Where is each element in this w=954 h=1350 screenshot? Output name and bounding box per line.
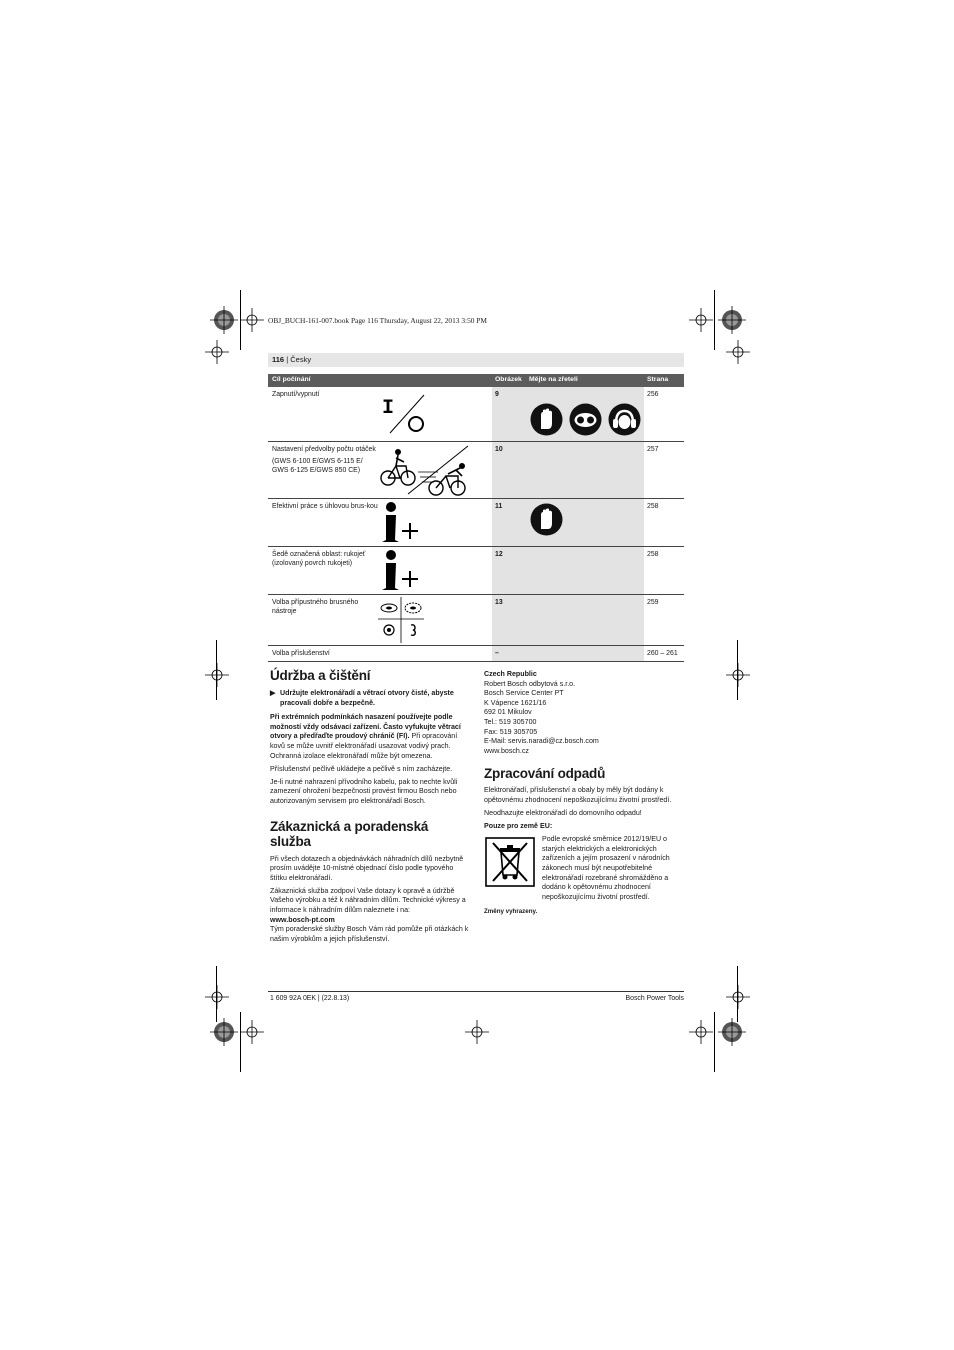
page-language: Česky: [290, 355, 312, 364]
crop-line: [240, 290, 241, 350]
crosshair-mark-icon: [465, 1020, 489, 1044]
page-number: 116: [272, 355, 285, 364]
crosshair-mark-icon: [689, 308, 713, 332]
crop-line: [737, 966, 738, 1022]
contact-line: K Vápence 1621/16: [484, 698, 547, 707]
table-row: [268, 387, 684, 442]
paragraph: Neodhazujte elektronářadí do domovního odpadu!: [484, 809, 642, 818]
row-figure: 13: [495, 599, 503, 606]
crosshair-mark-icon: [205, 663, 229, 687]
svg-text:I: I: [382, 397, 395, 420]
disc-tools-icon: [378, 597, 424, 643]
footer-right: Bosch Power Tools: [625, 995, 684, 1002]
eu-text: Podle evropské směrnice 2012/19/EU o starých elektrických a elektronických zařízeních a jejím prosazení v národních zákonech musí být neupotřebitelné elektronářadí rozebrané shromážděno a dodáno k opětovnému zhodnocení nepoškozujícímu životní prostředí.: [542, 835, 670, 901]
paragraph: Je-li nutné nahrazení přívodního kabelu, pak to nechte kvůli zamezení ohrožení bezpečnosti provést firmou Bosch nebo autorizovaným servisem pro elektronářadí Bosch.: [270, 777, 458, 805]
contact-line: 692 01 Mikulov: [484, 708, 532, 717]
info-plus-icon: [378, 502, 424, 544]
crop-line: [216, 966, 217, 1022]
row-page: 260 – 261: [647, 650, 678, 657]
row-goal: Volba příslušenství: [272, 650, 330, 657]
crosshair-mark-icon: [726, 663, 750, 687]
contact-line: Bosch Service Center PT: [484, 689, 564, 698]
contact-line: Fax: 519 305705: [484, 727, 538, 736]
crosshair-mark-icon: [240, 1020, 264, 1044]
crosshair-mark-icon: [726, 340, 750, 364]
info-plus-icon: [378, 550, 424, 592]
row-goal: Šedě označená oblast: rukojeť (izolovaný povrch rukojeti): [272, 551, 366, 567]
row-page: 257: [647, 446, 659, 453]
right-column: [484, 670, 686, 917]
maintenance-warning: Při extrémních podmínkách nasazení používejte podle možností vždy odsávací zařízení. Často vyfukujte větrací otvory a předřaďte proudový chránič (FI).: [270, 713, 461, 741]
contact-web-link[interactable]: www.bosch.cz: [484, 746, 529, 755]
contact-line: Tel.: 519 305700: [484, 717, 537, 726]
left-column: [270, 668, 472, 948]
row-figure: 11: [495, 503, 503, 510]
service-url-link[interactable]: www.bosch-pt.com: [270, 915, 335, 924]
row-page: 258: [647, 503, 659, 510]
crop-line: [216, 640, 217, 700]
row-goal: Volba přípustného brusného nástroje: [272, 599, 359, 615]
row-goal-note: (GWS 6-100 E/GWS 6-115 E/ GWS 6-125 E/GWS 850 CE): [272, 458, 363, 474]
section-title: Zákaznická a poradenská služba: [270, 818, 429, 849]
crosshair-mark-icon: [689, 1020, 713, 1044]
changes-note: Změny vyhrazeny.: [484, 908, 538, 916]
goggles-icon: [569, 403, 602, 436]
table-header: [268, 374, 684, 387]
maintenance-warning-note: Při opracování kovů se může uvnitř elektronářadí usazovat vodivý prach. Ochranná izolace elektronářadí může být omezena.: [270, 732, 458, 760]
row-page: 256: [647, 391, 659, 398]
row-page: 259: [647, 599, 659, 606]
crop-line: [714, 290, 715, 350]
registration-mark-icon: [210, 1018, 238, 1046]
registration-mark-icon: [210, 306, 238, 334]
table-row: [268, 499, 684, 547]
column-header: Cíl počínání: [272, 376, 311, 383]
page-header: 116 | Česky: [268, 353, 684, 367]
crop-line: [714, 1012, 715, 1072]
row-figure: 9: [495, 391, 499, 398]
row-figure: –: [495, 650, 499, 657]
on-off-icon: [378, 391, 430, 437]
contact-country: Czech Republic: [484, 670, 537, 678]
action-table: [268, 374, 684, 662]
crosshair-mark-icon: [205, 985, 229, 1009]
paragraph: Elektronářadí, příslušenství a obaly by měly být dodány k opětovnému zhodnocení nepoškozujícímu životní prostředí.: [484, 786, 672, 804]
bullet-arrow-icon: ▶: [270, 689, 276, 697]
crosshair-mark-icon: [205, 340, 229, 364]
paragraph: Při všech dotazech a objednávkách náhradních dílů nezbytně prosím uvádějte 10-místné objednací číslo podle typového štítku elektronářadí.: [270, 854, 464, 882]
row-goal: Nastavení předvolby počtu otáček: [272, 446, 376, 453]
footer-left: 1 609 92A 0EK | (22.8.13): [270, 995, 350, 1002]
paragraph: Příslušenství pečlivě ukládejte a pečlivě s ním zacházejte.: [270, 764, 453, 773]
table-row: [268, 646, 684, 662]
speed-preselection-icon: [378, 444, 490, 496]
eu-label: Pouze pro země EU:: [484, 822, 553, 831]
table-row: [268, 595, 684, 646]
column-header: Strana: [647, 376, 669, 383]
ear-protection-icon: [608, 403, 641, 436]
crossed-bin-icon: [485, 837, 535, 887]
table-row: [268, 547, 684, 595]
paragraph: Zákaznická služba zodpoví Vaše dotazy k opravě a údržbě Vašeho výrobku a též k náhradním dílům. Technické výkresy a informace k náhradním dílům naleznete i na:: [270, 886, 466, 914]
footer-rule: [268, 991, 684, 992]
row-goal: Efektivní práce s úhlovou brus-kou: [272, 503, 378, 510]
row-page: 258: [647, 551, 659, 558]
section-title: Údržba a čištění: [270, 668, 371, 683]
crop-line: [240, 1012, 241, 1072]
contact-email-link[interactable]: E-Mail: servis.naradi@cz.bosch.com: [484, 737, 599, 746]
column-header: Obrázek: [495, 376, 522, 383]
gloves-icon: [530, 403, 563, 436]
registration-mark-icon: [718, 306, 746, 334]
row-figure: 12: [495, 551, 503, 558]
contact-line: Robert Bosch odbytová s.r.o.: [484, 679, 576, 688]
column-header: Mějte na zřeteli: [529, 376, 578, 383]
maintenance-bullet: Udržujte elektronářadí a větrací otvory čisté, abyste pracovali dobře a bezpečně.: [280, 689, 454, 707]
file-info: OBJ_BUCH-161-007.book Page 116 Thursday, August 22, 2013 3:50 PM: [268, 316, 487, 325]
crosshair-mark-icon: [240, 308, 264, 332]
registration-mark-icon: [718, 1018, 746, 1046]
paragraph: Tým poradenské služby Bosch Vám rád pomůže při otázkách k našim výrobkům a jejich příslušenství.: [270, 925, 469, 943]
table-row: [268, 442, 684, 499]
row-goal: Zapnutí/vypnutí: [272, 391, 320, 398]
row-figure: 10: [495, 446, 503, 453]
gloves-icon: [530, 503, 563, 536]
crop-line: [737, 640, 738, 700]
section-title: Zpracování odpadů: [484, 766, 606, 782]
crosshair-mark-icon: [726, 985, 750, 1009]
